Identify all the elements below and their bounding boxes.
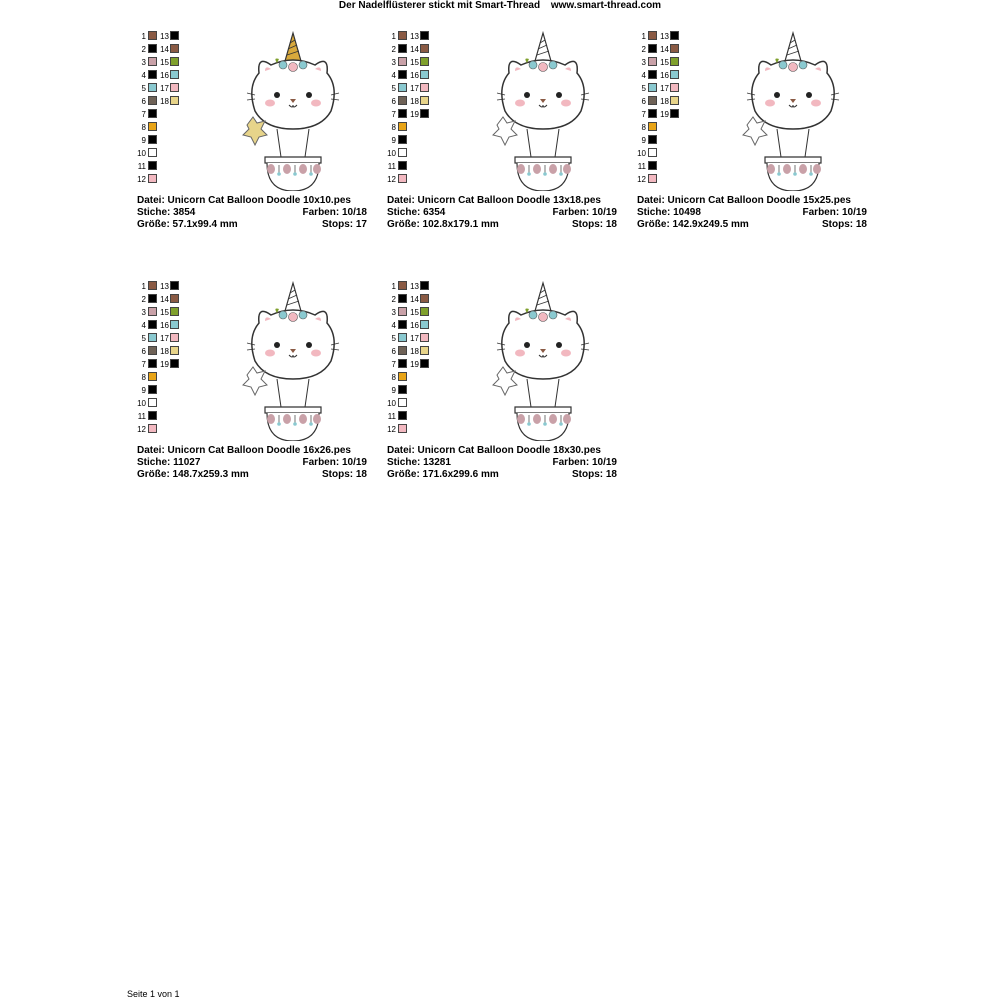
color-count: Farben: 10/19: [552, 457, 617, 468]
color-number: 7: [391, 110, 396, 119]
color-swatch: [398, 398, 407, 407]
design-preview: [487, 275, 599, 441]
color-number: 9: [641, 136, 646, 145]
color-swatch: [170, 320, 179, 329]
color-number: 7: [141, 110, 146, 119]
color-number: 5: [641, 84, 646, 93]
color-swatch: [648, 161, 657, 170]
color-swatch: [398, 372, 407, 381]
color-number: 13: [160, 282, 169, 291]
color-number: 2: [641, 45, 646, 54]
color-swatch: [170, 333, 179, 342]
color-swatch: [170, 294, 179, 303]
color-number: 13: [660, 32, 669, 41]
color-number: 9: [391, 136, 396, 145]
color-count: Farben: 10/19: [552, 207, 617, 218]
cat-balloon-illustration: [487, 25, 599, 191]
color-number: 13: [410, 32, 419, 41]
color-swatch: [398, 148, 407, 157]
flower-icon: [539, 313, 548, 322]
eye-icon: [274, 342, 280, 348]
color-number: 5: [391, 84, 396, 93]
design-info: [387, 445, 617, 481]
design-size: Größe: 102.8x179.1 mm: [387, 219, 499, 230]
design-block: [637, 15, 877, 230]
color-swatch: [398, 385, 407, 394]
color-number: 17: [160, 84, 169, 93]
color-swatch: [170, 359, 179, 368]
star-icon: [493, 117, 517, 145]
color-number: 1: [641, 32, 646, 41]
color-number: 12: [137, 175, 146, 184]
color-number: 3: [141, 58, 146, 67]
cat-balloon-illustration: [737, 25, 849, 191]
color-count: Farben: 10/19: [302, 457, 367, 468]
color-swatch: [420, 83, 429, 92]
eye-icon: [524, 342, 530, 348]
color-number: 3: [391, 308, 396, 317]
color-number: 15: [660, 58, 669, 67]
color-swatch: [170, 307, 179, 316]
basket-rim: [765, 157, 821, 163]
color-number: 8: [391, 373, 396, 382]
color-number: 18: [160, 97, 169, 106]
flower-icon: [799, 61, 807, 69]
color-number: 15: [410, 308, 419, 317]
color-number: 3: [641, 58, 646, 67]
color-number: 16: [410, 71, 419, 80]
color-swatch: [398, 135, 407, 144]
color-swatch: [170, 57, 179, 66]
eye-icon: [524, 92, 530, 98]
color-number: 16: [410, 321, 419, 330]
color-swatch: [420, 320, 429, 329]
color-number: 14: [410, 295, 419, 304]
flower-icon: [549, 61, 557, 69]
color-number: 19: [660, 110, 669, 119]
design-info: [137, 195, 367, 231]
page-footer: Seite 1 von 1: [127, 989, 180, 999]
eye-icon: [806, 92, 812, 98]
color-swatch: [420, 359, 429, 368]
flower-icon: [549, 311, 557, 319]
design-block: [137, 15, 377, 230]
color-count: Farben: 10/18: [302, 207, 367, 218]
color-swatch: [420, 109, 429, 118]
color-swatch: [420, 96, 429, 105]
flower-icon: [299, 311, 307, 319]
color-number: 10: [137, 399, 146, 408]
color-number: 12: [387, 175, 396, 184]
color-number: 11: [387, 162, 396, 171]
eye-icon: [274, 92, 280, 98]
color-number: 19: [410, 360, 419, 369]
color-swatch: [670, 57, 679, 66]
color-swatch: [148, 174, 157, 183]
color-swatch: [420, 307, 429, 316]
cat-balloon-illustration: [237, 25, 349, 191]
color-number: 2: [391, 295, 396, 304]
color-swatch: [148, 122, 157, 131]
color-number: 6: [391, 97, 396, 106]
design-block: [137, 265, 377, 480]
file-name: Datei: Unicorn Cat Balloon Doodle 10x10.pes: [137, 195, 351, 206]
color-swatch: [420, 31, 429, 40]
design-size: Größe: 142.9x249.5 mm: [637, 219, 749, 230]
color-number: 9: [391, 386, 396, 395]
color-number: 4: [391, 321, 396, 330]
color-number: 6: [391, 347, 396, 356]
color-number: 4: [141, 71, 146, 80]
design-preview: [737, 25, 849, 191]
color-number: 9: [141, 386, 146, 395]
design-preview: [487, 25, 599, 191]
design-size: Größe: 148.7x259.3 mm: [137, 469, 249, 480]
color-swatch: [148, 424, 157, 433]
color-number: 1: [391, 32, 396, 41]
color-number: 4: [141, 321, 146, 330]
color-number: 10: [387, 149, 396, 158]
color-swatch: [170, 83, 179, 92]
color-number: 8: [141, 123, 146, 132]
color-number: 18: [410, 97, 419, 106]
color-swatch: [420, 44, 429, 53]
flower-icon: [779, 61, 787, 69]
stitch-count: Stiche: 10498: [637, 207, 701, 218]
stop-count: Stops: 18: [571, 219, 617, 230]
stop-count: Stops: 18: [321, 469, 367, 480]
file-name: Datei: Unicorn Cat Balloon Doodle 18x30.pes: [387, 445, 601, 456]
star-icon: [243, 117, 267, 145]
color-number: 15: [160, 308, 169, 317]
color-swatch: [148, 109, 157, 118]
color-swatch: [398, 122, 407, 131]
star-icon: [493, 367, 517, 395]
stitch-count: Stiche: 13281: [387, 457, 451, 468]
color-number: 17: [160, 334, 169, 343]
color-number: 7: [141, 360, 146, 369]
color-swatch: [648, 148, 657, 157]
cat-balloon-illustration: [487, 275, 599, 441]
flower-icon: [789, 63, 798, 72]
color-number: 6: [141, 347, 146, 356]
color-number: 13: [410, 282, 419, 291]
color-number: 5: [391, 334, 396, 343]
basket-rim: [515, 407, 571, 413]
color-swatch: [148, 398, 157, 407]
color-swatch: [170, 31, 179, 40]
color-swatch: [648, 135, 657, 144]
color-number: 7: [641, 110, 646, 119]
color-number: 11: [387, 412, 396, 421]
color-swatch: [148, 148, 157, 157]
design-preview: [237, 275, 349, 441]
color-number: 2: [141, 295, 146, 304]
flower-icon: [529, 311, 537, 319]
color-count: Farben: 10/19: [802, 207, 867, 218]
eye-icon: [556, 92, 562, 98]
color-number: 19: [410, 110, 419, 119]
file-name: Datei: Unicorn Cat Balloon Doodle 16x26.pes: [137, 445, 351, 456]
color-swatch: [170, 346, 179, 355]
eye-icon: [306, 92, 312, 98]
color-number: 3: [391, 58, 396, 67]
color-number: 14: [160, 295, 169, 304]
design-preview: [237, 25, 349, 191]
color-number: 8: [391, 123, 396, 132]
color-number: 1: [141, 282, 146, 291]
color-number: 2: [391, 45, 396, 54]
color-number: 17: [660, 84, 669, 93]
color-swatch: [170, 70, 179, 79]
eye-icon: [556, 342, 562, 348]
color-swatch: [420, 294, 429, 303]
color-number: 18: [160, 347, 169, 356]
color-swatch: [420, 57, 429, 66]
color-number: 2: [141, 45, 146, 54]
color-number: 11: [637, 162, 646, 171]
basket-rim: [265, 157, 321, 163]
color-number: 14: [660, 45, 669, 54]
color-number: 10: [637, 149, 646, 158]
color-number: 18: [660, 97, 669, 106]
design-block: [387, 15, 627, 230]
color-number: 14: [160, 45, 169, 54]
color-number: 1: [141, 32, 146, 41]
color-number: 1: [391, 282, 396, 291]
color-number: 18: [410, 347, 419, 356]
header-title: Der Nadelflüsterer stickt mit Smart-Thread: [338, 0, 541, 11]
color-number: 9: [141, 136, 146, 145]
color-number: 10: [137, 149, 146, 158]
star-icon: [243, 367, 267, 395]
color-swatch: [148, 135, 157, 144]
color-swatch: [670, 70, 679, 79]
flower-icon: [289, 63, 298, 72]
color-number: 8: [141, 373, 146, 382]
color-number: 12: [137, 425, 146, 434]
eye-icon: [774, 92, 780, 98]
color-number: 15: [410, 58, 419, 67]
color-swatch: [670, 83, 679, 92]
color-number: 3: [141, 308, 146, 317]
file-name: Datei: Unicorn Cat Balloon Doodle 15x25.pes: [637, 195, 851, 206]
color-number: 12: [387, 425, 396, 434]
color-number: 10: [387, 399, 396, 408]
color-number: 17: [410, 334, 419, 343]
design-info: [387, 195, 617, 231]
color-swatch: [170, 281, 179, 290]
color-swatch: [170, 96, 179, 105]
color-swatch: [420, 333, 429, 342]
header-url: www.smart-thread.com: [550, 0, 662, 11]
color-swatch: [648, 174, 657, 183]
stop-count: Stops: 18: [821, 219, 867, 230]
color-number: 13: [160, 32, 169, 41]
stitch-count: Stiche: 3854: [137, 207, 196, 218]
color-swatch: [398, 424, 407, 433]
file-name: Datei: Unicorn Cat Balloon Doodle 13x18.pes: [387, 195, 601, 206]
color-number: 11: [137, 162, 146, 171]
flower-icon: [279, 311, 287, 319]
color-swatch: [420, 70, 429, 79]
flower-icon: [529, 61, 537, 69]
color-swatch: [148, 385, 157, 394]
basket-rim: [515, 157, 571, 163]
color-swatch: [170, 44, 179, 53]
stitch-count: Stiche: 11027: [137, 457, 201, 468]
color-number: 4: [641, 71, 646, 80]
flower-icon: [539, 63, 548, 72]
design-block: [387, 265, 627, 480]
color-swatch: [670, 109, 679, 118]
color-swatch: [148, 372, 157, 381]
color-swatch: [148, 161, 157, 170]
color-number: 4: [391, 71, 396, 80]
flower-icon: [279, 61, 287, 69]
flower-icon: [299, 61, 307, 69]
page-header: [0, 0, 1000, 12]
color-swatch: [148, 411, 157, 420]
color-number: 16: [160, 321, 169, 330]
color-swatch: [648, 122, 657, 131]
color-swatch: [670, 96, 679, 105]
stop-count: Stops: 17: [321, 219, 367, 230]
color-number: 12: [637, 175, 646, 184]
color-number: 19: [160, 360, 169, 369]
color-number: 6: [641, 97, 646, 106]
stop-count: Stops: 18: [571, 469, 617, 480]
color-swatch: [420, 346, 429, 355]
stitch-count: Stiche: 6354: [387, 207, 446, 218]
color-swatch: [670, 44, 679, 53]
star-icon: [743, 117, 767, 145]
color-number: 14: [410, 45, 419, 54]
color-number: 16: [660, 71, 669, 80]
eye-icon: [306, 342, 312, 348]
color-number: 16: [160, 71, 169, 80]
design-info: [137, 445, 367, 481]
cat-balloon-illustration: [237, 275, 349, 441]
color-swatch: [398, 174, 407, 183]
color-number: 5: [141, 84, 146, 93]
color-number: 8: [641, 123, 646, 132]
color-number: 15: [160, 58, 169, 67]
color-swatch: [398, 411, 407, 420]
design-info: [637, 195, 867, 231]
color-number: 5: [141, 334, 146, 343]
color-swatch: [670, 31, 679, 40]
color-number: 6: [141, 97, 146, 106]
basket-rim: [265, 407, 321, 413]
color-swatch: [420, 281, 429, 290]
color-number: 17: [410, 84, 419, 93]
flower-icon: [289, 313, 298, 322]
design-size: Größe: 171.6x299.6 mm: [387, 469, 499, 480]
color-number: 7: [391, 360, 396, 369]
color-number: 11: [137, 412, 146, 421]
design-size: Größe: 57.1x99.4 mm: [137, 219, 238, 230]
color-swatch: [398, 161, 407, 170]
